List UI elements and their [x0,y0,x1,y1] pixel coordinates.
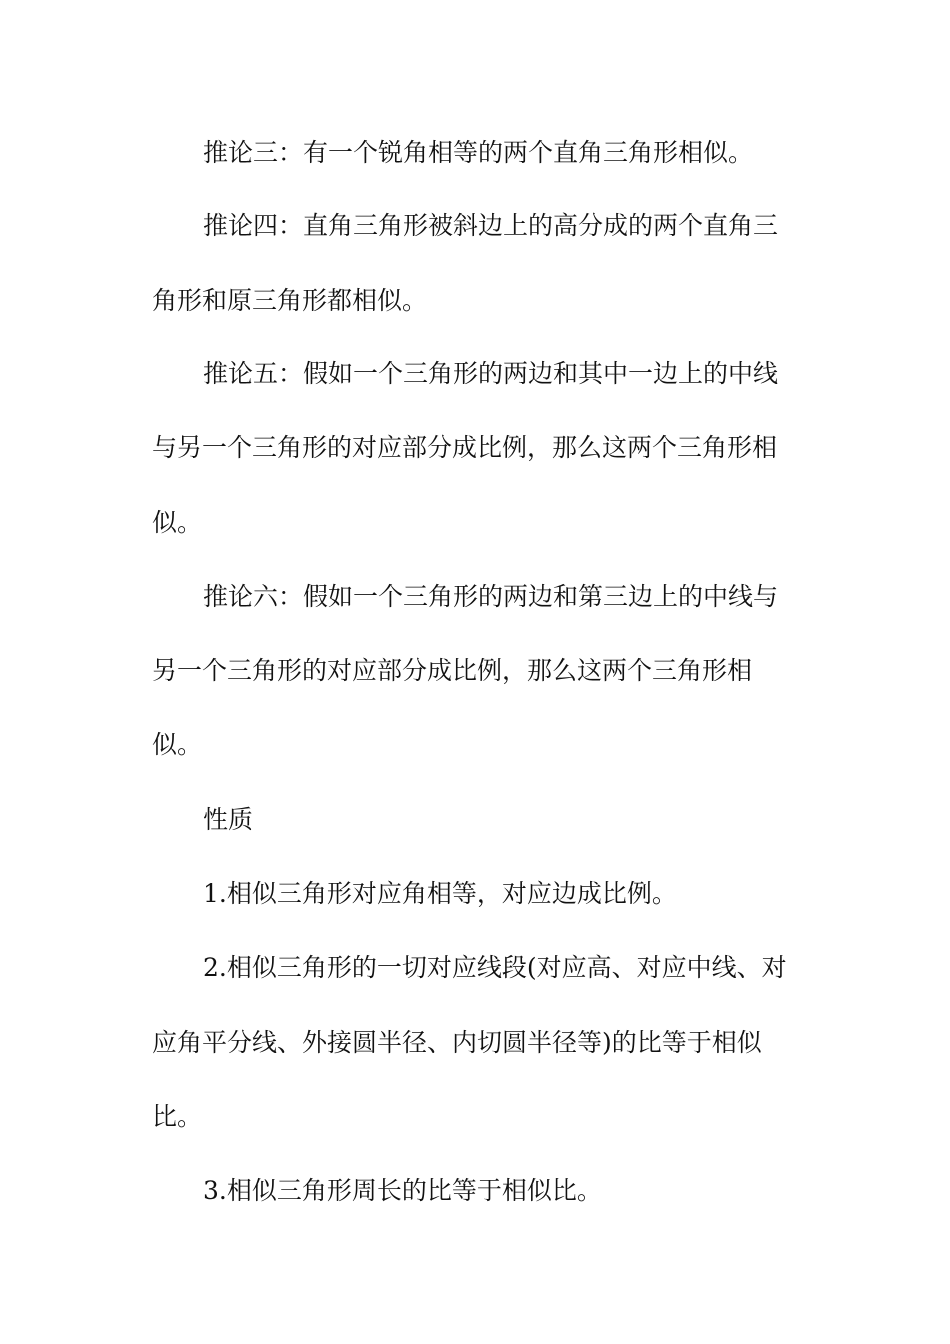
corollary-5-line-2: 与另一个三角形的对应部分成比例，那么这两个三角形相 [152,433,778,462]
corollary-3-line-1: 推论三：有一个锐角相等的两个直角三角形相似。 [203,138,754,167]
corollary-5-line-3: 似。 [152,508,203,537]
corollary-4-line-1: 推论四：直角三角形被斜边上的高分成的两个直角三 [203,211,779,240]
section-heading-properties: 性质 [203,805,254,834]
corollary-6-line-3: 似。 [152,730,203,759]
property-1-line-1: 1.相似三角形对应角相等，对应边成比例。 [203,879,677,908]
corollary-6-line-1: 推论六：假如一个三角形的两边和第三边上的中线与 [203,582,779,611]
corollary-4-line-2: 角形和原三角形都相似。 [152,286,428,315]
property-2-line-3: 比。 [152,1102,203,1131]
corollary-5-line-1: 推论五：假如一个三角形的两边和其中一边上的中线 [203,359,779,388]
property-2-line-1: 2.相似三角形的一切对应线段(对应高、对应中线、对 [203,953,787,982]
corollary-6-line-2: 另一个三角形的对应部分成比例，那么这两个三角形相 [152,656,753,685]
property-3-line-1: 3.相似三角形周长的比等于相似比。 [203,1176,602,1205]
property-2-line-2: 应角平分线、外接圆半径、内切圆半径等)的比等于相似 [152,1028,762,1057]
